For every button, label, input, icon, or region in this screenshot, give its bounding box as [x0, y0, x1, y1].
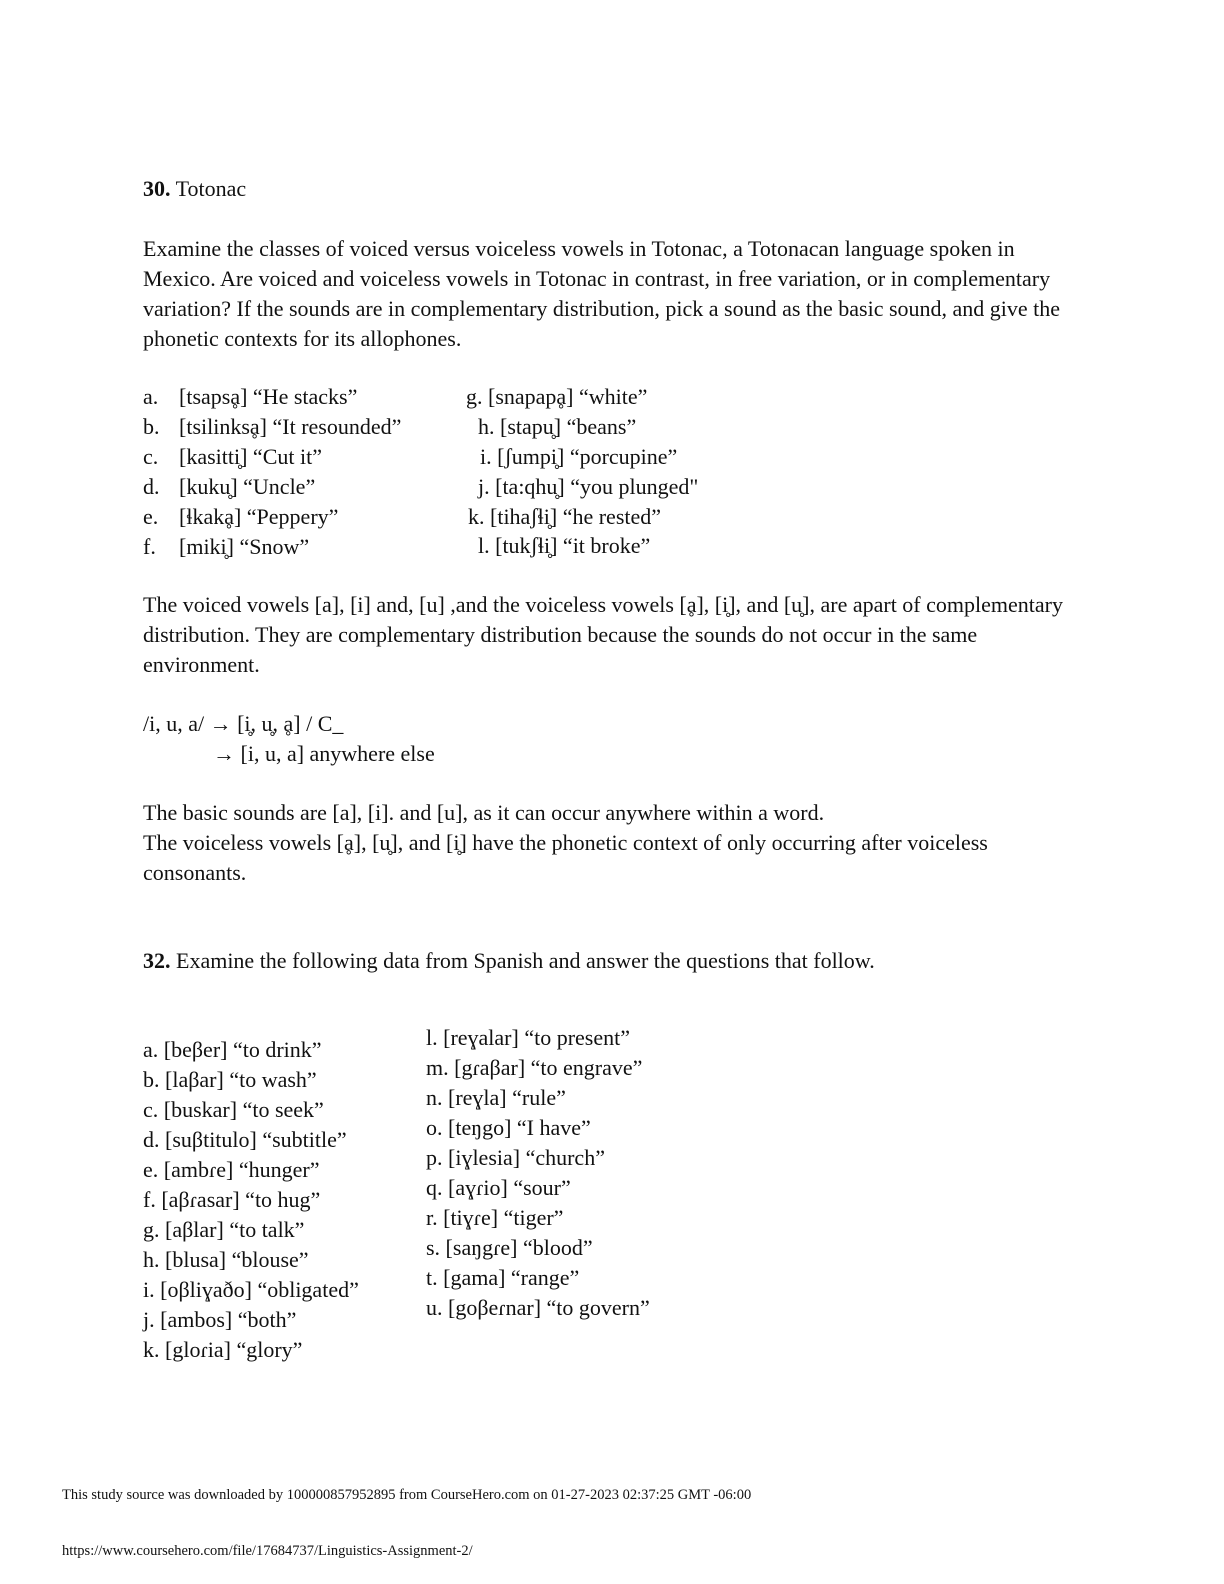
list-item: l. [tukʃɬi̥] “it broke”	[478, 533, 651, 558]
list-item: d. [kuku̥] “Uncle”	[143, 474, 316, 499]
list-item: s. [saŋgɾe] “blood”	[426, 1235, 593, 1260]
q30-heading	[143, 174, 246, 204]
list-item: e. [ambɾe] “hunger”	[143, 1157, 320, 1182]
rule-line-2: → [i, u, a] anywhere else	[213, 741, 435, 766]
list-item: e. [ɬkakḁ] “Peppery”	[143, 504, 339, 529]
list-item: u. [goβeɾnar] “to govern”	[426, 1295, 650, 1320]
list-item: j. [ta:qhu̥] “you plunged"	[478, 474, 699, 499]
q30-prompt: Examine the classes of voiced versus voiceless vowels in Totonac, a Totonacan language spoken in Mexico. Are voiced and voiceless vowels in Totonac in contrast, in free variation, or in complementary variation? If the sounds are in complementary distribution, pick a sound as the basic sound, and give the phonetic contexts for its allophones.	[143, 236, 1061, 351]
q32-right-list	[426, 1023, 650, 1323]
list-item: h. [blusa] “blouse”	[143, 1247, 309, 1272]
list-item: p. [iɣlesia] “church”	[426, 1145, 605, 1170]
list-item: q. [aɣɾio] “sour”	[426, 1175, 571, 1200]
rule-line-1: /i, u, a/ → [i̥, u̥, ḁ] / C_	[143, 711, 344, 736]
q32-prompt: Examine the following data from Spanish and answer the questions that follow.	[176, 948, 875, 973]
list-item: m. [gɾaβar] “to engrave”	[426, 1055, 643, 1080]
list-item: k. [gloɾia] “glory”	[143, 1337, 303, 1362]
list-item: c. [buskar] “to seek”	[143, 1097, 324, 1122]
q30-answer: The voiced vowels [a], [i] and, [u] ,and the voiceless vowels [ḁ], [i̥], and [u̥], are apart of complementary distribution. They are complementary distribution because the sounds do not occur in the same environment.	[143, 592, 1063, 677]
list-item: o. [teŋgo] “I have”	[426, 1115, 591, 1140]
list-item: n. [reɣla] “rule”	[426, 1085, 566, 1110]
list-item: g. [aβlar] “to talk”	[143, 1217, 305, 1242]
list-item: l. [reɣalar] “to present”	[426, 1025, 630, 1050]
list-item: h. [stapu̥] “beans”	[478, 414, 637, 439]
list-item: t. [gama] “range”	[426, 1265, 580, 1290]
list-item: b. [tsilinksḁ] “It resounded”	[143, 414, 402, 439]
source-url[interactable]: https://www.coursehero.com/file/17684737/Linguistics-Assignment-2/	[62, 1543, 473, 1559]
basic-sound-statement: The basic sounds are [a], [i]. and [u], as it can occur anywhere within a word.	[143, 800, 825, 825]
q30-title: Totonac	[175, 176, 247, 201]
list-item: i. [oβliɣaðo] “obligated”	[143, 1277, 359, 1302]
q32-number: 32.	[143, 948, 171, 973]
list-item: i. [ʃumpi̥] “porcupine”	[480, 444, 678, 469]
list-item: f. [miki̥] “Snow”	[143, 534, 310, 559]
list-item: d. [suβtitulo] “subtitle”	[143, 1127, 347, 1152]
list-item: c. [kasitti̥] “Cut it”	[143, 444, 322, 469]
list-item: f. [aβɾasar] “to hug”	[143, 1187, 321, 1212]
q30-left-list	[143, 382, 401, 562]
download-notice: This study source was downloaded by 100000857952895 from CourseHero.com on 01-27-2023 02:37:25 GMT -06:00	[62, 1487, 752, 1503]
list-item: a. [beβer] “to drink”	[143, 1037, 322, 1062]
q30-number: 30.	[143, 176, 171, 201]
list-item: k. [tihaʃɬi̥] “he rested”	[468, 504, 662, 529]
list-item: r. [tiɣɾe] “tiger”	[426, 1205, 564, 1230]
list-item: j. [ambos] “both”	[143, 1307, 297, 1332]
q32-heading	[143, 946, 875, 976]
list-item: a. [tsapsḁ] “He stacks”	[143, 384, 358, 409]
q32-left-list	[143, 1035, 359, 1365]
list-item: g. [snapapḁ] “white”	[466, 384, 648, 409]
list-item: b. [laβar] “to wash”	[143, 1067, 317, 1092]
phonetic-context-statement: The voiceless vowels [ḁ], [u̥], and [i̥] have the phonetic context of only occurring after voiceless consonants.	[143, 830, 988, 885]
